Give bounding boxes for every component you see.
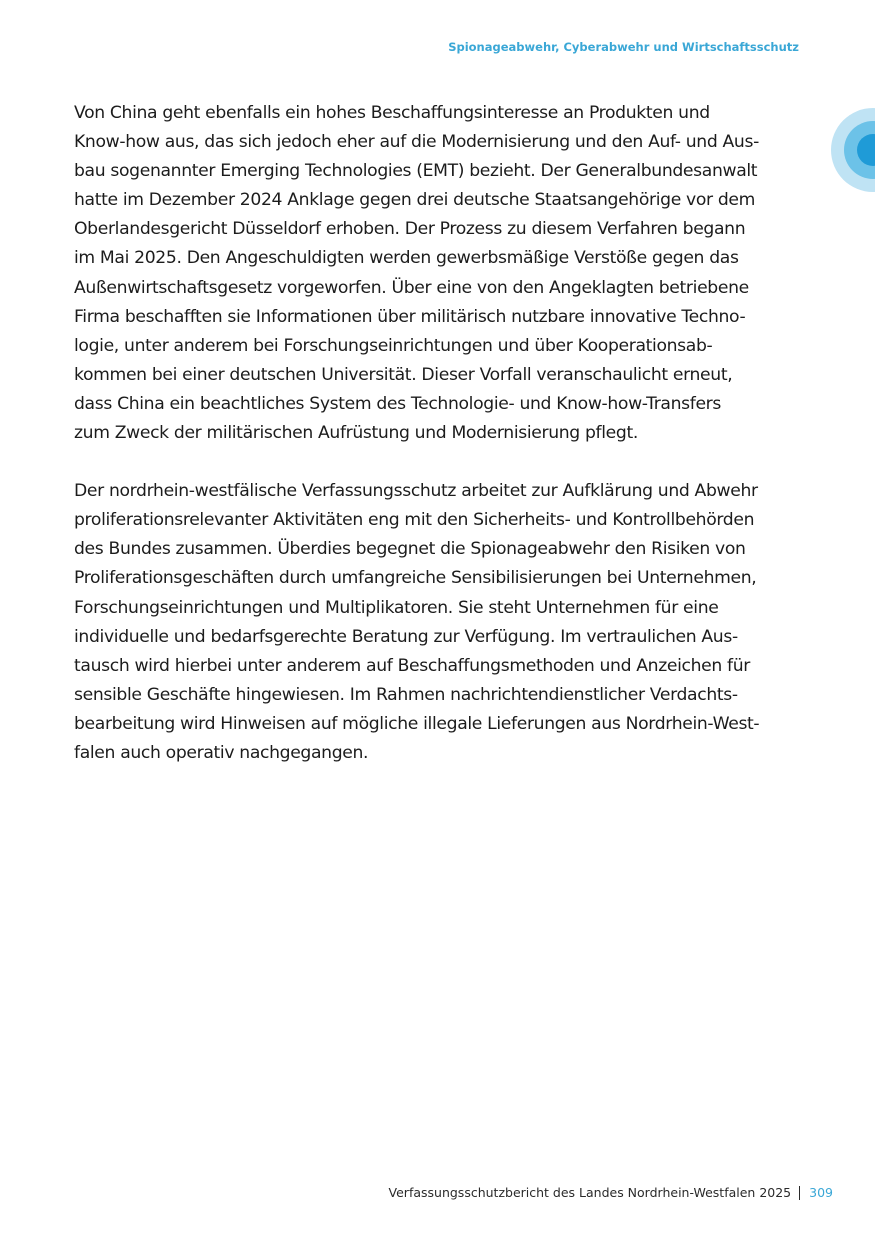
text-line: im Mai 2025. Den Angeschuldigten werden gewerbsmäßige Verstöße gegen das (74, 248, 739, 269)
text-line: proliferationsrelevanter Aktivitäten eng mit den Sicherheits- und Kontrollbehörden (74, 510, 755, 531)
text-line: falen auch operativ nachgegangen. (74, 742, 369, 763)
text-line: Proliferationsgeschäften durch umfangreiche Sensibilisierungen bei Unternehmen, (74, 568, 757, 589)
text-line: bau sogenannter Emerging Technologies (EMT) bezieht. Der Generalbundesanwalt (74, 161, 758, 182)
text-line: des Bundes zusammen. Überdies begegnet die Spionageabwehr den Risiken von (74, 539, 746, 560)
text-line: Der nordrhein-westfälische Verfassungsschutz arbeitet zur Aufklärung und Abwehr (74, 481, 758, 502)
text-line: individuelle und bedarfsgerechte Beratung zur Verfügung. Im vertraulichen Aus- (74, 626, 738, 647)
text-line: sensible Geschäfte hingewiesen. Im Rahmen nachrichtendienstlicher Verdachts- (74, 684, 738, 705)
paragraph-china (74, 99, 804, 448)
text-line: tausch wird hierbei unter anderem auf Beschaffungsmethoden und Anzeichen für (74, 655, 750, 676)
text-line: hatte im Dezember 2024 Anklage gegen drei deutsche Staatsangehörige vor dem (74, 190, 756, 211)
body-text (74, 99, 804, 768)
page-number: 309 (809, 1185, 833, 1200)
text-line: Oberlandesgericht Düsseldorf erhoben. Der Prozess zu diesem Verfahren begann (74, 219, 746, 240)
text-line: zum Zweck der militärischen Aufrüstung und Modernisierung pflegt. (74, 423, 638, 444)
text-line: dass China ein beachtliches System des Technologie- und Know-how-Transfers (74, 393, 721, 414)
text-line: kommen bei einer deutschen Universität. Dieser Vorfall veranschaulicht erneut, (74, 364, 733, 385)
text-line: Forschungseinrichtungen und Multiplikatoren. Sie steht Unternehmen für eine (74, 597, 719, 618)
paragraph-verfassungsschutz (74, 477, 804, 768)
text-line: Firma beschafften sie Informationen über militärisch nutzbare innovative Techno- (74, 306, 746, 327)
page-footer (389, 1185, 833, 1200)
publication-title: Verfassungsschutzbericht des Landes Nordrhein-Westfalen 2025 (388, 1185, 792, 1200)
chapter-marker-icon (831, 108, 875, 192)
footer-divider (799, 1186, 800, 1200)
text-line: Von China geht ebenfalls ein hohes Beschaffungsinteresse an Produkten und (74, 103, 710, 123)
text-line: Know-how aus, das sich jedoch eher auf die Modernisierung und den Auf- und Aus- (74, 132, 759, 153)
paragraph-spacer (74, 448, 804, 477)
running-header: Spionageabwehr, Cyberabwehr und Wirtschaftsschutz (448, 40, 799, 54)
text-line: logie, unter anderem bei Forschungseinrichtungen und über Kooperationsab- (74, 335, 713, 356)
text-line: bearbeitung wird Hinweisen auf mögliche illegale Lieferungen aus Nordrhein-West- (74, 713, 760, 734)
text-line: Außenwirtschaftsgesetz vorgeworfen. Über eine von den Angeklagten betriebene (74, 277, 749, 298)
